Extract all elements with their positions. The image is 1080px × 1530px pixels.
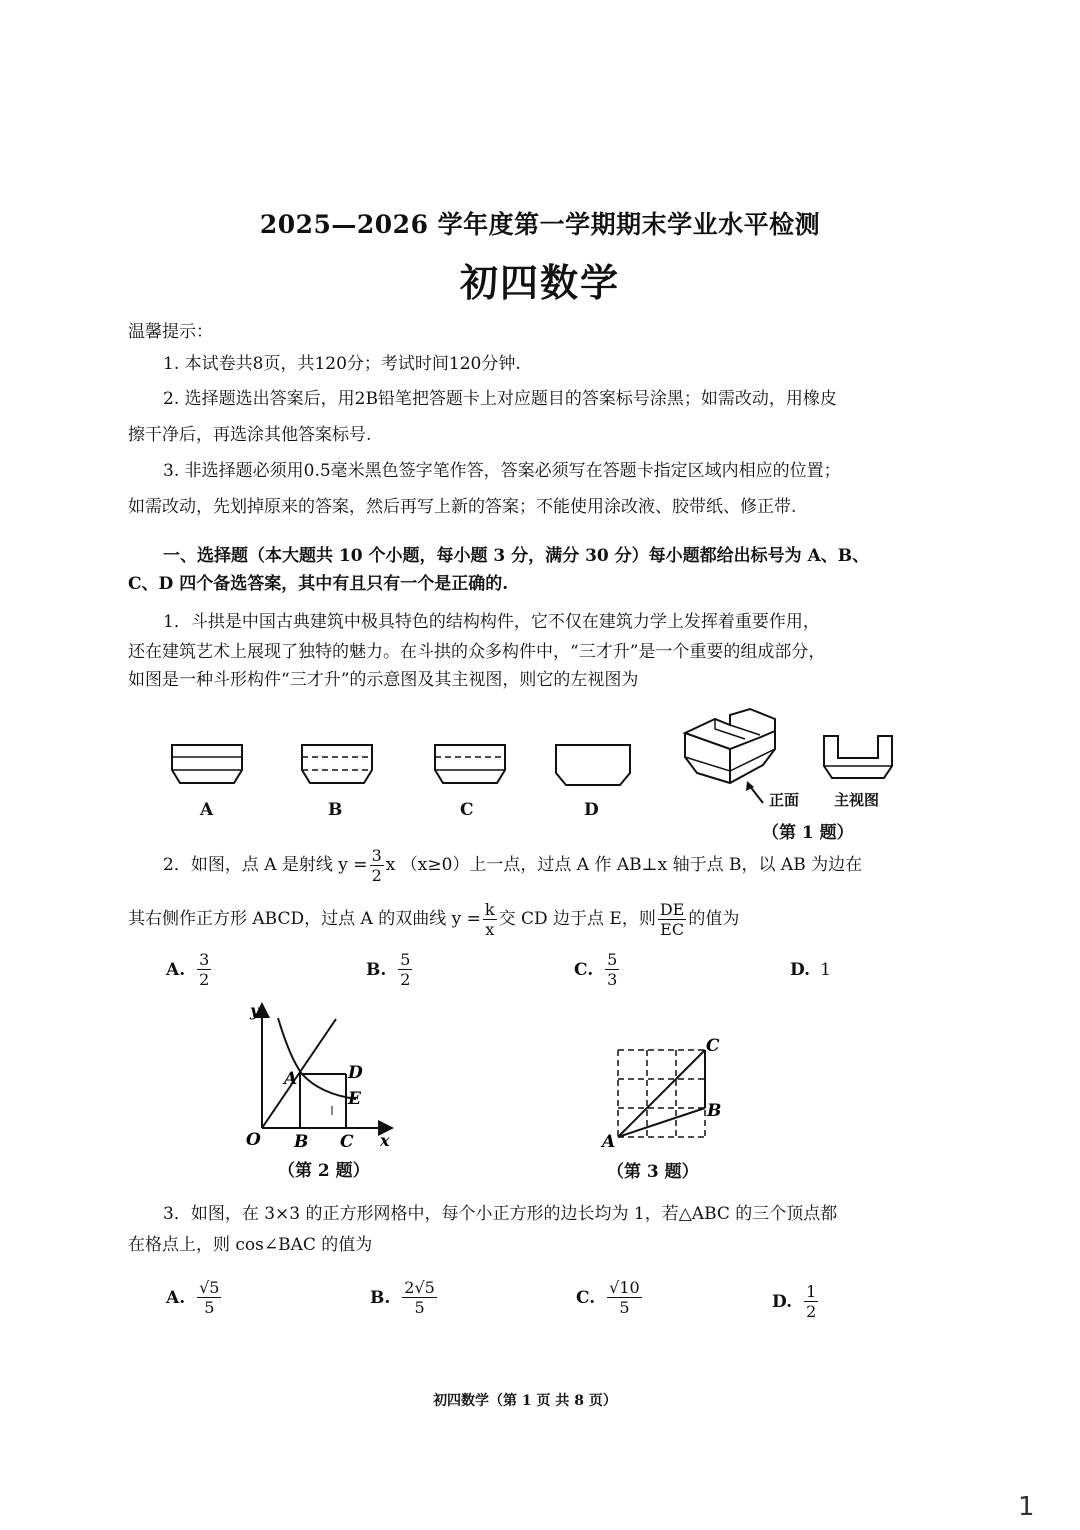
q2-option-d — [790, 960, 831, 980]
q3-option-a — [166, 1278, 223, 1317]
q3-caption: （第 3 题） — [607, 1162, 699, 1182]
tips-heading: 温馨提示： — [128, 322, 213, 342]
q3-option-d-numerator: 1 — [806, 1282, 817, 1301]
q2-line-2-part-a: 其右侧作正方形 ABCD，过点 A 的双曲线 y = — [128, 909, 481, 929]
page-footer: 初四数学（第 1 页 共 8 页） — [433, 1393, 617, 1409]
q2-line-1 — [163, 843, 862, 887]
q1-option-d-figure — [548, 735, 638, 790]
q1-option-b-label: B — [328, 800, 343, 820]
q3-side-ab — [618, 1108, 705, 1137]
q3-line-2: 在格点上，则 cos∠BAC 的值为 — [128, 1235, 373, 1255]
q2-label-x: x — [380, 1131, 390, 1150]
q2-label-y: y — [250, 1001, 260, 1020]
q2-slope-denominator: 2 — [371, 865, 382, 885]
q2-option-d-label: D. — [790, 960, 811, 980]
q1-option-a-figure — [160, 735, 250, 790]
q1-main-view-figure — [818, 730, 900, 785]
tip-line-2: 2. 选择题选出答案后，用2B铅笔把答题卡上对应题目的答案标号涂黑；如需改动，用橡皮 — [163, 389, 837, 409]
tip-line-3: 擦干净后，再选涂其他答案标号. — [128, 425, 372, 445]
q1-main-view-label: 主视图 — [834, 791, 880, 809]
q2-label-e: E — [348, 1089, 361, 1109]
q2-label-a: A — [284, 1069, 298, 1089]
q1-option-a-label: A — [200, 800, 214, 820]
q3-option-c-denominator: 5 — [619, 1298, 630, 1317]
q3-option-b-label: B. — [370, 1287, 391, 1308]
q3-option-d — [772, 1282, 820, 1321]
q2-caption: （第 2 题） — [278, 1161, 370, 1181]
q3-option-c — [576, 1278, 644, 1317]
q2-ratio-denominator: EC — [660, 919, 685, 939]
q2-option-c-label: C. — [574, 959, 594, 980]
q2-line-2-part-c: 的值为 — [688, 909, 740, 929]
q2-line-2-part-b: 交 CD 边于点 E，则 — [498, 909, 656, 929]
exam-title: 2025—2026 学年度第一学期期末学业水平检测 — [259, 210, 821, 239]
q3-option-a-label: A. — [166, 1287, 186, 1308]
q1-option-c-label: C — [460, 800, 474, 820]
q3-figure — [596, 1033, 726, 1153]
page-number: 1 — [1018, 1492, 1035, 1522]
q3-option-b — [370, 1278, 439, 1317]
q2-option-c-numerator: 5 — [607, 950, 618, 969]
q1-option-b-figure — [290, 735, 380, 790]
q3-option-a-denominator: 5 — [204, 1298, 215, 1317]
q2-option-b-numerator: 5 — [400, 950, 411, 969]
q2-option-d-value: 1 — [820, 960, 831, 980]
q2-line-1-part-b: x （x≥0）上一点，过点 A 作 AB⊥x 轴于点 B，以 AB 为边在 — [385, 855, 863, 875]
q2-option-b-denominator: 2 — [400, 970, 411, 989]
q2-hyperbola-denominator: x — [485, 919, 495, 939]
q2-hyperbola-numerator: k — [484, 899, 495, 919]
q2-slope-fraction — [370, 846, 384, 885]
q1-caption: （第 1 题） — [762, 823, 854, 843]
q1-option-c-figure — [423, 735, 513, 790]
q3-option-b-numerator: 2√5 — [404, 1278, 435, 1297]
q1-line-3: 如图是一种斗形构件“三才升”的示意图及其主视图，则它的左视图为 — [128, 670, 639, 690]
q2-option-c — [574, 950, 621, 989]
q2-hyperbola-fraction — [483, 900, 497, 939]
q2-label-c: C — [340, 1132, 354, 1152]
q2-ratio-numerator: DE — [659, 899, 685, 919]
q2-option-a-denominator: 2 — [199, 970, 210, 989]
q2-option-a-numerator: 3 — [199, 950, 210, 969]
q2-line-1-part-a: 2．如图，点 A 是射线 y = — [163, 855, 368, 875]
q3-option-c-numerator: √10 — [609, 1278, 640, 1297]
q2-label-d: D — [348, 1063, 363, 1083]
q2-option-a — [166, 950, 213, 989]
q2-label-o: O — [246, 1130, 261, 1150]
q3-line-1: 3．如图，在 3×3 的正方形网格中，每个小正方形的边长均为 1，若△ABC 的三个顶点都 — [163, 1204, 838, 1224]
q3-option-d-label: D. — [772, 1291, 793, 1312]
q2-option-b — [366, 950, 414, 989]
q3-side-ac — [618, 1050, 705, 1137]
q1-line-1: 1．斗拱是中国古典建筑中极具特色的结构构件，它不仅在建筑力学上发挥着重要作用， — [163, 612, 820, 632]
q1-option-d-label: D — [584, 800, 599, 820]
q3-option-c-label: C. — [576, 1287, 596, 1308]
section-1-line-1: 一、选择题（本大题共 10 个小题，每小题 3 分，满分 30 分）每小题都给出标号为 A、B、 — [163, 546, 870, 566]
q3-option-b-denominator: 5 — [414, 1298, 425, 1317]
tip-line-1: 1. 本试卷共8页，共120分；考试时间120分钟. — [163, 354, 521, 374]
q3-label-c: C — [706, 1036, 720, 1056]
q3-label-b: B — [707, 1101, 722, 1121]
q2-option-b-label: B. — [366, 959, 387, 980]
q1-front-label: 正面 — [769, 791, 800, 809]
section-1-line-2: C、D 四个备选答案，其中有且只有一个是正确的. — [128, 574, 509, 594]
q2-ratio-fraction — [658, 900, 687, 939]
q3-option-d-denominator: 2 — [806, 1302, 817, 1321]
q2-option-a-label: A. — [166, 959, 186, 980]
q1-line-2: 还在建筑艺术上展现了独特的魅力。在斗拱的众多构件中，“三才升”是一个重要的组成部分， — [128, 642, 826, 662]
q2-slope-numerator: 3 — [371, 845, 382, 865]
q2-label-b: B — [294, 1132, 309, 1152]
q3-label-a: A — [602, 1132, 616, 1152]
q2-line-2 — [128, 897, 739, 941]
tip-line-5: 如需改动，先划掉原来的答案，然后再写上新的答案；不能使用涂改液、胶带纸、修正带. — [128, 497, 797, 517]
q2-figure — [232, 998, 402, 1153]
q3-option-a-numerator: √5 — [199, 1278, 220, 1297]
subject-title: 初四数学 — [459, 260, 620, 305]
tip-line-4: 3. 非选择题必须用0.5毫米黑色签字笔作答，答案必须写在答题卡指定区域内相应的位置； — [163, 461, 841, 481]
q2-option-c-denominator: 3 — [607, 970, 618, 989]
